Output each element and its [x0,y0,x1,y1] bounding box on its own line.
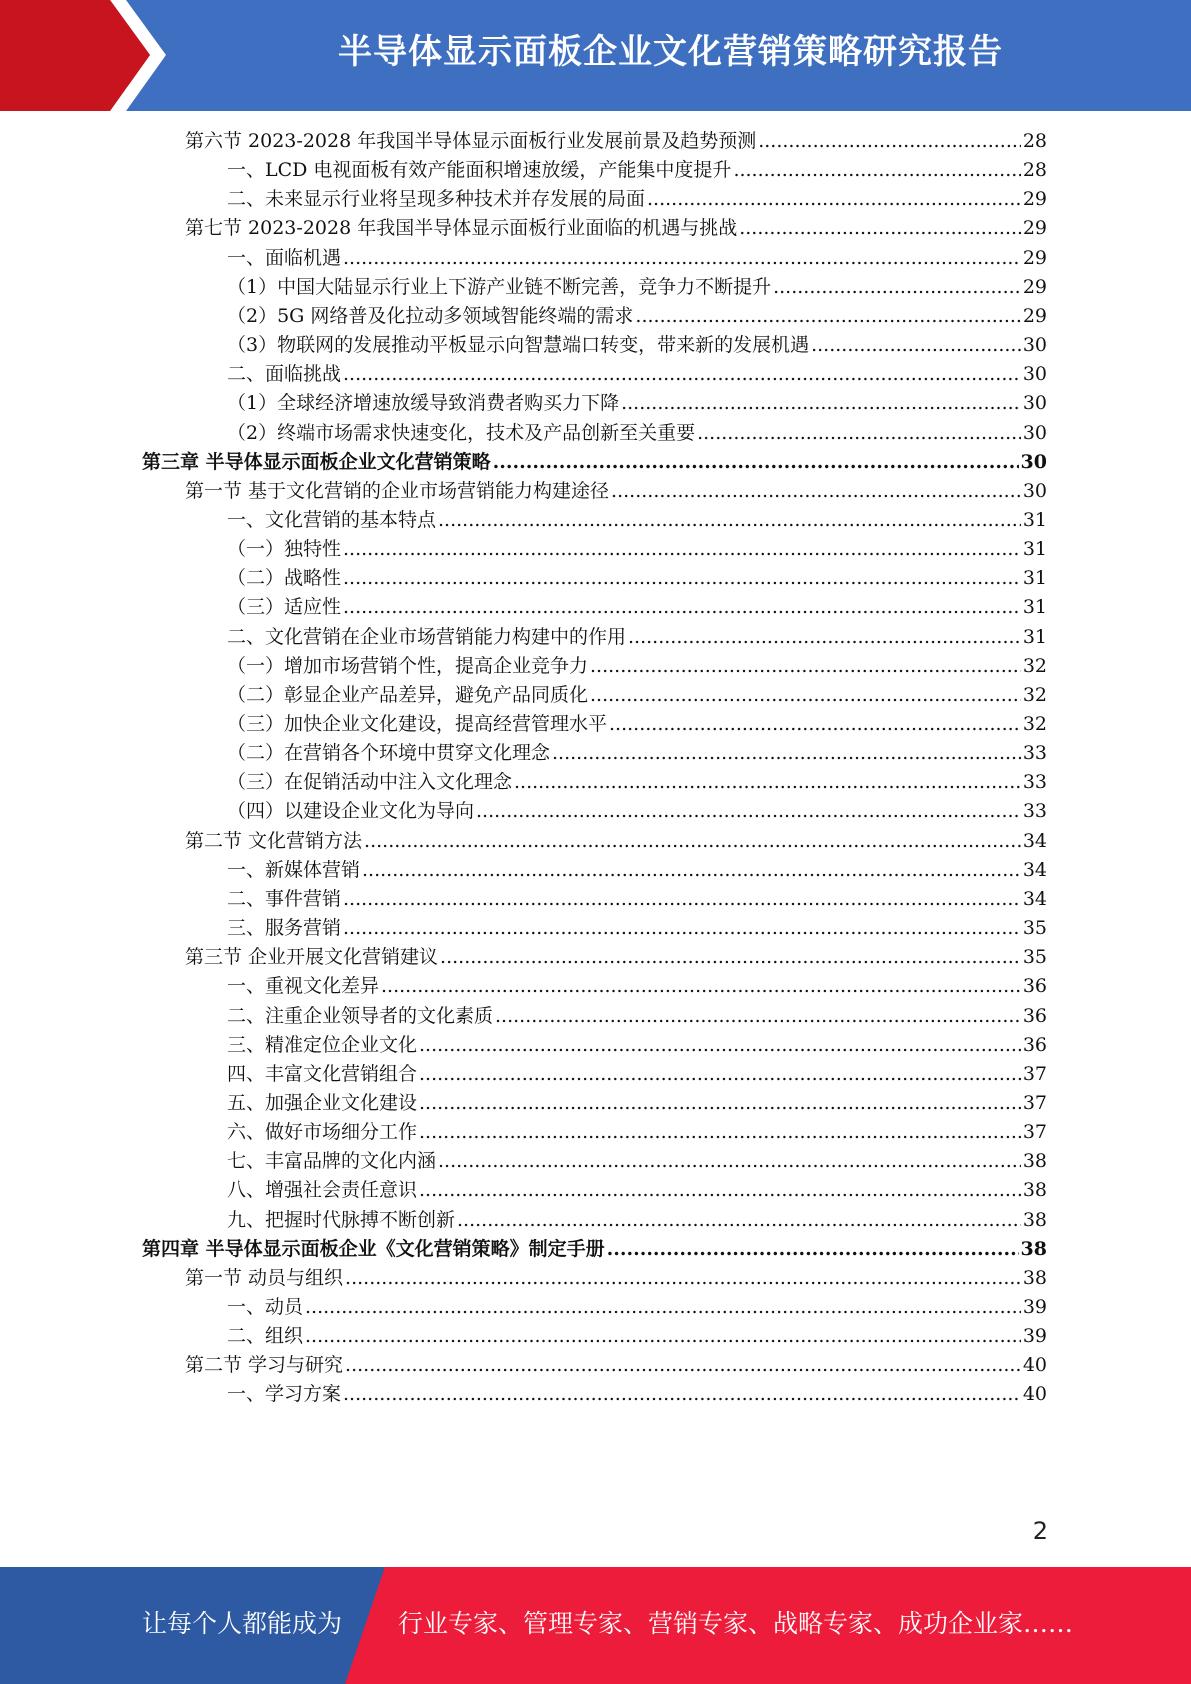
header-arrow-decoration [0,0,170,111]
toc-entry[interactable] [227,1059,1047,1090]
toc-entry-title: （2）终端市场需求快速变化，技术及产品创新至关重要 [227,421,696,444]
toc-entry-title: 一、重视文化差异 [227,975,380,998]
toc-dot-leader [607,1234,1019,1265]
toc-entry-title: 七、丰富品牌的文化内涵 [227,1150,437,1173]
toc-entry[interactable] [227,913,1047,944]
toc-entry-page: 33 [1022,771,1047,794]
toc-dot-leader [552,738,1021,769]
toc-entry-title: 二、文化营销在企业市场营销能力构建中的作用 [227,625,627,648]
toc-entry-page: 37 [1022,1091,1047,1114]
toc-entry-title: 五、加强企业文化建设 [227,1091,418,1114]
toc-entry[interactable] [227,330,1047,361]
toc-entry[interactable] [227,418,1047,449]
toc-entry-title: 第二节 文化营销方法 [185,829,363,852]
toc-dot-leader [733,155,1020,186]
toc-dot-leader [343,359,1021,390]
toc-entry-title: （三）适应性 [227,596,342,619]
toc-entry-page: 35 [1022,946,1047,969]
toc-entry[interactable] [227,855,1047,886]
toc-dot-leader [514,767,1021,798]
toc-entry-page: 36 [1022,975,1047,998]
toc-dot-leader [438,1146,1021,1177]
toc-entry-title: 第三章 半导体显示面板企业文化营销策略 [142,450,491,473]
toc-dot-leader [343,592,1021,623]
toc-dot-leader [343,913,1021,944]
toc-dot-leader [345,1263,1021,1294]
footer-slogan-left: 让每个人都能成为 [142,1609,343,1638]
toc-entry-page: 30 [1020,450,1047,473]
toc-entry-title: （1）中国大陆显示行业上下游产业链不断完善，竞争力不断提升 [227,275,772,298]
toc-entry-page: 31 [1022,538,1047,561]
toc-entry-title: 第一节 动员与组织 [185,1266,344,1289]
toc-entry-page: 37 [1022,1062,1047,1085]
toc-entry-title: 一、面临机遇 [227,246,342,269]
toc-dot-leader [495,1001,1021,1032]
toc-entry-page: 38 [1020,1237,1047,1260]
toc-entry-title: 二、未来显示行业将呈现多种技术并存发展的局面 [227,188,646,211]
toc-dot-leader [381,971,1021,1002]
toc-dot-leader [611,476,1021,507]
toc-entry[interactable] [227,534,1047,565]
toc-entry-page: 38 [1022,1150,1047,1173]
toc-entry-page: 32 [1022,713,1047,735]
toc-entry-title: （1）全球经济增速放缓导致消费者购买力下降 [227,392,620,415]
toc-dot-leader [739,213,1021,244]
toc-dot-leader [343,534,1021,565]
toc-entry-title: 二、组织 [227,1325,304,1348]
toc-entry-title: 八、增强社会责任意识 [227,1179,418,1202]
toc-entry[interactable] [185,1263,1047,1294]
toc-entry[interactable] [227,1175,1047,1206]
toc-entry[interactable] [185,1350,1047,1381]
toc-entry[interactable] [142,447,1047,478]
toc-entry[interactable] [227,709,1047,740]
toc-entry-title: （一）增加市场营销个性，提高企业竞争力 [227,654,589,677]
toc-entry-page: 34 [1022,858,1047,881]
toc-entry[interactable] [185,476,1047,507]
toc-entry[interactable] [227,651,1047,682]
toc-entry-page: 29 [1022,246,1047,269]
toc-entry-page: 31 [1022,508,1047,531]
toc-dot-leader [305,1292,1021,1323]
toc-entry-page: 30 [1022,421,1047,444]
toc-dot-leader [438,505,1021,536]
toc-entry[interactable] [227,184,1047,215]
toc-entry[interactable] [227,1117,1047,1148]
toc-entry[interactable] [227,1379,1047,1410]
toc-entry-title: 四、丰富文化营销组合 [227,1062,418,1085]
toc-dot-leader [419,1059,1021,1090]
toc-entry-page: 32 [1022,683,1047,706]
toc-entry-page: 33 [1022,800,1047,823]
toc-dot-leader [305,1321,1021,1352]
toc-entry[interactable] [227,1146,1047,1177]
toc-entry[interactable] [227,301,1047,332]
toc-entry[interactable] [185,213,1047,244]
toc-entry[interactable] [227,243,1047,274]
toc-entry-title: 二、事件营销 [227,887,342,910]
toc-dot-leader [440,942,1021,973]
toc-entry-title: 二、面临挑战 [227,363,342,386]
toc-entry-page: 30 [1022,479,1047,502]
toc-entry[interactable] [227,971,1047,1002]
toc-entry-page: 40 [1022,1354,1047,1377]
toc-entry-page: 39 [1022,1296,1047,1318]
toc-entry-page: 32 [1022,654,1047,677]
toc-entry[interactable] [227,1321,1047,1352]
toc-entry[interactable] [227,388,1047,419]
footer-banner [0,1567,1191,1684]
toc-dot-leader [476,796,1021,827]
toc-entry[interactable] [227,592,1047,623]
toc-entry-page: 36 [1022,1033,1047,1056]
toc-dot-leader [419,1117,1021,1148]
toc-entry[interactable] [227,622,1047,653]
toc-entry-page: 29 [1022,217,1047,240]
toc-entry-title: （三）加快企业文化建设，提高经营管理水平 [227,713,608,735]
toc-dot-leader [647,184,1021,215]
toc-entry-page: 38 [1022,1179,1047,1202]
toc-dot-leader [457,1205,1021,1236]
toc-entry-title: 一、文化营销的基本特点 [227,508,437,531]
toc-entry-page: 31 [1022,567,1047,590]
toc-entry-title: 第二节 学习与研究 [185,1354,344,1377]
toc-entry[interactable] [227,767,1047,798]
toc-entry-page: 30 [1022,392,1047,415]
toc-entry-page: 33 [1022,742,1047,765]
toc-entry[interactable] [185,126,1047,157]
toc-entry-title: 三、服务营销 [227,917,342,940]
toc-dot-leader [811,330,1021,361]
toc-entry-title: 第四章 半导体显示面板企业《文化营销策略》制定手册 [142,1237,605,1260]
toc-entry[interactable] [227,1001,1047,1032]
toc-entry-title: 第三节 企业开展文化营销建议 [185,946,439,969]
toc-dot-leader [419,1088,1021,1119]
toc-dot-leader [635,301,1020,332]
toc-entry-page: 28 [1022,130,1047,152]
toc-dot-leader [609,709,1021,740]
toc-entry[interactable] [227,272,1047,303]
toc-entry-page: 29 [1022,188,1047,211]
toc-dot-leader [628,622,1021,653]
toc-entry-page: 31 [1022,625,1047,648]
toc-entry-title: 三、精准定位企业文化 [227,1033,418,1056]
toc-entry-page: 38 [1022,1208,1047,1231]
toc-dot-leader [345,1350,1021,1381]
toc-entry-title: 一、LCD 电视面板有效产能面积增速放缓，产能集中度提升 [227,159,732,182]
toc-entry[interactable] [227,1292,1047,1323]
toc-entry[interactable] [227,563,1047,594]
toc-dot-leader [343,243,1021,274]
toc-entry-title: 一、学习方案 [227,1383,342,1406]
document-title: 半导体显示面板企业文化营销策略研究报告 [338,32,1003,72]
toc-entry-page: 30 [1022,363,1047,386]
toc-entry-title: 第一节 基于文化营销的企业市场营销能力构建途径 [185,479,610,502]
toc-entry-page: 29 [1022,275,1047,298]
toc-entry[interactable] [185,942,1047,973]
toc-entry-page: 38 [1022,1266,1047,1289]
toc-entry-page: 36 [1022,1004,1047,1027]
toc-dot-leader [419,1175,1021,1206]
toc-entry[interactable] [227,505,1047,536]
toc-entry-page: 39 [1022,1325,1047,1348]
toc-entry[interactable] [142,1234,1047,1265]
toc-entry-page: 29 [1022,304,1047,327]
toc-entry-title: （3）物联网的发展推动平板显示向智慧端口转变，带来新的发展机遇 [227,334,810,357]
page-number: 2 [1032,1517,1048,1545]
toc-entry[interactable] [227,1088,1047,1119]
toc-entry[interactable] [227,796,1047,827]
toc-dot-leader [697,418,1021,449]
footer-slogan-right: 行业专家、管理专家、营销专家、战略专家、成功企业家…… [398,1609,1074,1638]
toc-entry-title: （2）5G 网络普及化拉动多领域智能终端的需求 [227,304,634,327]
toc-entry-page: 34 [1022,887,1047,910]
toc-dot-leader [419,1030,1021,1061]
toc-entry[interactable] [227,680,1047,711]
toc-dot-leader [362,855,1021,886]
toc-entry-title: （二）在营销各个环境中贯穿文化理念 [227,742,551,765]
toc-entry-title: （二）战略性 [227,567,342,590]
toc-entry-title: 九、把握时代脉搏不断创新 [227,1208,456,1231]
toc-dot-leader [621,388,1021,419]
toc-dot-leader [773,272,1021,303]
toc-entry-title: 一、新媒体营销 [227,858,361,881]
toc-entry-page: 34 [1022,829,1047,852]
toc-entry[interactable] [185,826,1047,857]
toc-entry-page: 37 [1022,1121,1047,1144]
toc-entry-title: 第六节 2023-2028 年我国半导体显示面板行业发展前景及趋势预测 [185,130,757,152]
toc-entry-title: 第七节 2023-2028 年我国半导体显示面板行业面临的机遇与挑战 [185,217,738,240]
toc-entry-page: 35 [1022,917,1047,940]
toc-entry-page: 40 [1022,1383,1047,1406]
toc-entry-title: 二、注重企业领导者的文化素质 [227,1004,494,1027]
toc-dot-leader [343,1379,1021,1410]
toc-entry-title: 六、做好市场细分工作 [227,1121,418,1144]
header-banner [0,0,1191,111]
toc-entry[interactable] [227,738,1047,769]
toc-entry-title: （一）独特性 [227,538,342,561]
toc-entry[interactable] [227,884,1047,915]
toc-entry[interactable] [227,359,1047,390]
toc-dot-leader [493,447,1019,478]
toc-entry-page: 30 [1022,334,1047,357]
toc-entry-title: （三）在促销活动中注入文化理念 [227,771,513,794]
toc-dot-leader [590,680,1021,711]
toc-dot-leader [590,651,1021,682]
toc-entry-title: 一、动员 [227,1296,304,1318]
toc-entry-page: 28 [1022,159,1047,182]
toc-dot-leader [364,826,1021,857]
toc-entry[interactable] [227,1205,1047,1236]
toc-entry-page: 31 [1022,596,1047,619]
toc-entry-title: （四）以建设企业文化为导向 [227,800,475,823]
toc-entry[interactable] [227,1030,1047,1061]
toc-dot-leader [343,884,1021,915]
toc-entry[interactable] [227,155,1047,186]
toc-dot-leader [758,126,1021,157]
toc-dot-leader [343,563,1021,594]
toc-entry-title: （二）彰显企业产品差异，避免产品同质化 [227,683,589,706]
